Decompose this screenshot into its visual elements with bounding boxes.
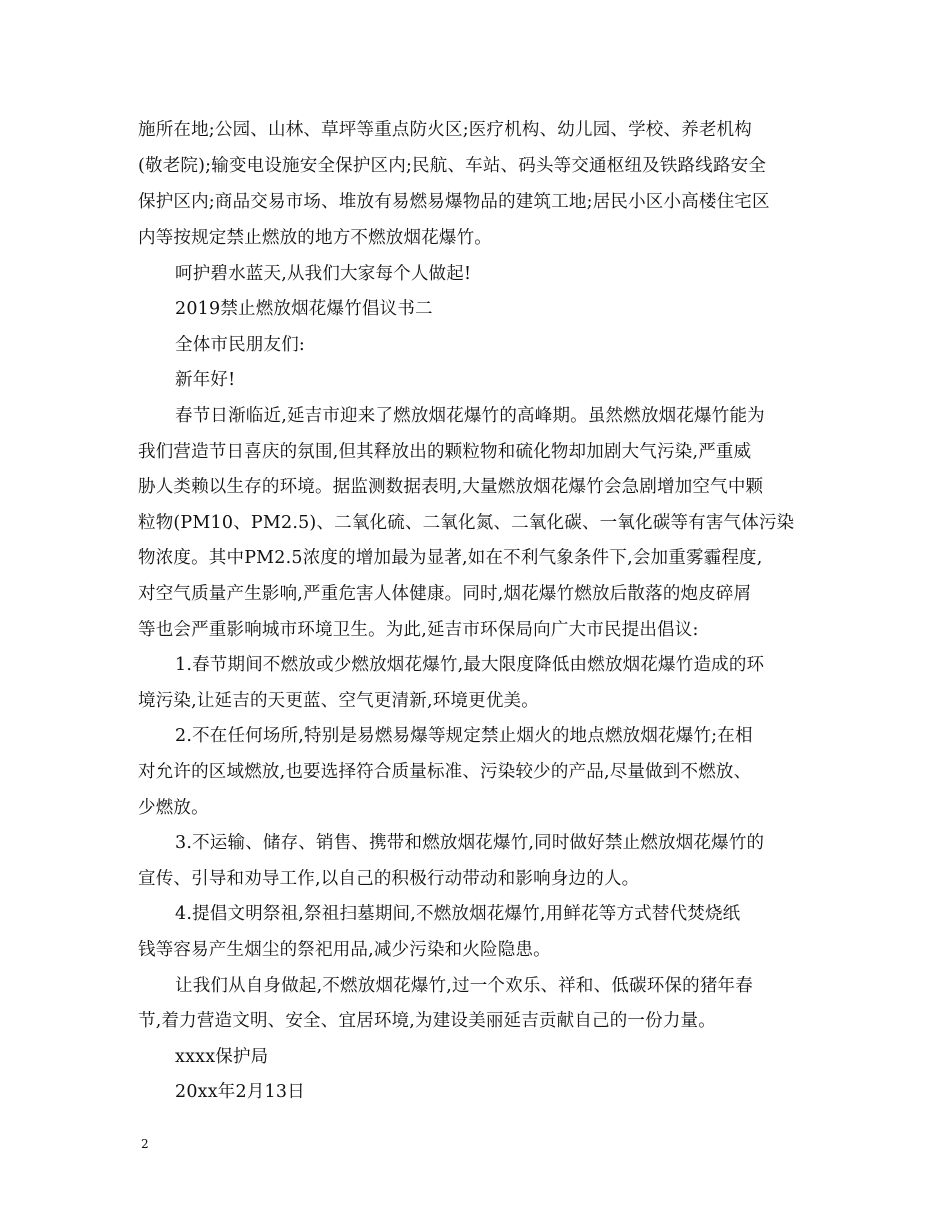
paragraph-line: 让我们从自身做起,不燃放烟花爆竹,过一个欢乐、祥和、低碳环保的猪年春: [175, 976, 753, 996]
section-title: 2019禁止燃放烟花爆竹倡议书二: [175, 299, 433, 319]
paragraph-line: 等也会严重影响城市环境卫生。为此,延吉市环保局向广大市民提出倡议:: [138, 620, 699, 640]
paragraph-line: 粒物(PM10、PM2.5)、二氧化硫、二氧化氮、二氧化碳、一氧化碳等有害气体污染: [138, 513, 795, 533]
list-item-line: 4.提倡文明祭祖,祭祖扫墓期间,不燃放烟花爆竹,用鲜花等方式替代焚烧纸: [175, 904, 741, 924]
list-item-line: 3.不运输、储存、销售、携带和燃放烟花爆竹,同时做好禁止燃放烟花爆竹的: [175, 833, 765, 853]
list-item-line: 2.不在任何场所,特别是易燃易爆等规定禁止烟火的地点燃放烟花爆竹;在相: [175, 726, 753, 746]
salutation: 全体市民朋友们:: [175, 335, 305, 355]
paragraph-line: 对空气质量产生影响,严重危害人体健康。同时,烟花爆竹燃放后散落的炮皮碎屑: [138, 584, 752, 604]
paragraph-line: 保护区内;商品交易市场、堆放有易燃易爆物品的建筑工地;居民小区小高楼住宅区: [138, 192, 770, 212]
signature-date: 20xx年2月13日: [175, 1082, 305, 1102]
paragraph-line: 内等按规定禁止燃放的地方不燃放烟花爆竹。: [138, 228, 492, 248]
paragraph-line: 春节日渐临近,延吉市迎来了燃放烟花爆竹的高峰期。虽然燃放烟花爆竹能为: [175, 406, 765, 426]
paragraph-line: 物浓度。其中PM2.5浓度的增加最为显著,如在不利气象条件下,会加重雾霾程度,: [138, 548, 763, 568]
paragraph-line: 节,着力营造文明、安全、宜居环境,为建设美丽延吉贡献自己的一份力量。: [138, 1011, 716, 1031]
list-item-line: 钱等容易产生烟尘的祭祀用品,减少污染和火险隐患。: [138, 940, 551, 960]
list-item-line: 1.春节期间不燃放或少燃放烟花爆竹,最大限度降低由燃放烟花爆竹造成的环: [175, 655, 765, 675]
page-number: 2: [141, 1137, 149, 1151]
list-item-line: 宣传、引导和劝导工作,以自己的积极行动带动和影响身边的人。: [138, 869, 640, 889]
paragraph-line: (敬老院);输变电设施安全保护区内;民航、车站、码头等交通枢纽及铁路线路安全: [138, 156, 767, 176]
list-item-line: 少燃放。: [138, 798, 209, 818]
paragraph-line: 呵护碧水蓝天,从我们大家每个人做起!: [175, 264, 472, 284]
paragraph-line: 我们营造节日喜庆的氛围,但其释放出的颗粒物和硫化物却加剧大气污染,严重威: [138, 442, 752, 462]
paragraph-line: 胁人类赖以生存的环境。据监测数据表明,大量燃放烟花爆竹会急剧增加空气中颗: [138, 477, 764, 497]
greeting: 新年好!: [175, 370, 236, 390]
paragraph-line: 施所在地;公园、山林、草坪等重点防火区;医疗机构、幼儿园、学校、养老机构: [138, 120, 752, 140]
list-item-line: 对允许的区域燃放,也要选择符合质量标准、污染较少的产品,尽量做到不燃放、: [138, 762, 752, 782]
list-item-line: 境污染,让延吉的天更蓝、空气更清新,环境更优美。: [138, 691, 539, 711]
signature-org: xxxx保护局: [175, 1047, 269, 1067]
